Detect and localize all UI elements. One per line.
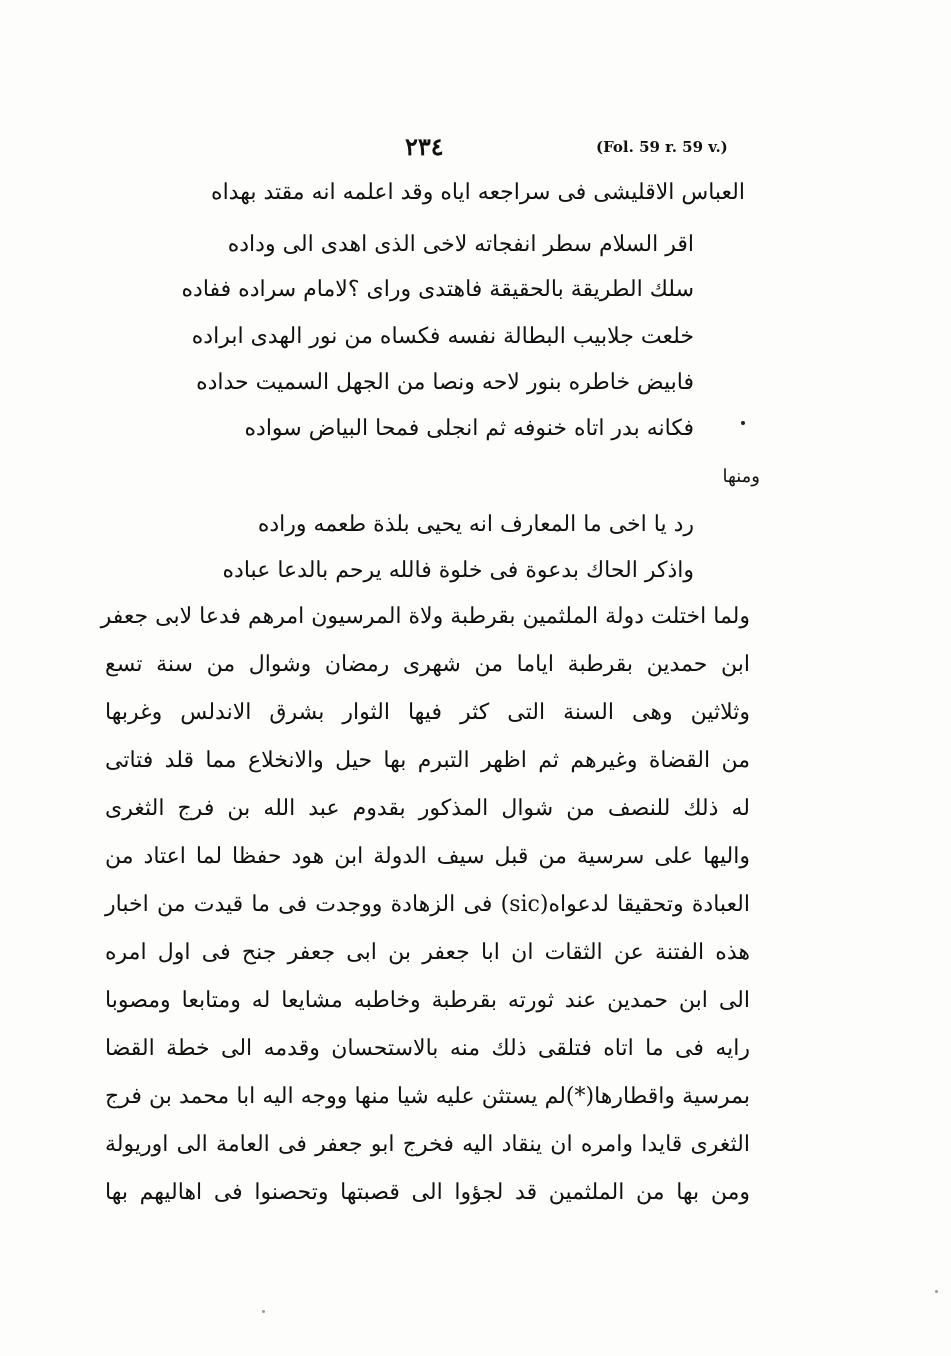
verse-line: واذكر الحاك بدعوة فى خلوة فالله يرحم بالدعا عباده xyxy=(222,558,694,583)
prose-line: ابن حمدين بقرطبة اياما من شهرى رمضان وشوال من سنة تسع xyxy=(105,652,750,677)
prose-line: هذه الفتنة عن الثقات ان ابا جعفر بن ابى جعفر جنح فى اول امره xyxy=(105,940,750,965)
prose-line: له ذلك للنصف من شوال المذكور بقدوم عبد الله بن فرج الثغرى xyxy=(105,796,750,821)
folio-reference: (Fol. 59 r. 59 v.) xyxy=(596,138,728,156)
prose-line: وثلاثين وهى السنة التى كثر فيها الثوار بشرق الاندلس وغربها xyxy=(105,700,750,725)
margin-dot xyxy=(741,421,745,425)
verse-line: فابيض خاطره بنور لاحه ونصا من الجهل السميت حداده xyxy=(196,370,694,395)
prose-line: ومن بها من الملثمين قد لجؤوا الى قصبتها وتحصنوا فى اهاليهم بها xyxy=(105,1180,750,1205)
verse-line: رد يا اخى ما المعارف انه يحيى بلذة طعمه وراده xyxy=(257,512,694,537)
page-number: ٢٣٤ xyxy=(405,132,444,161)
prose-line: بمرسية واقطارها(*)لم يستثن عليه شيا منها ووجه اليه ابا محمد بن فرج xyxy=(105,1084,750,1109)
section-marker: ومنها xyxy=(722,466,760,487)
prose-line: الى ابن حمدين عند ثورته بقرطبة وخاطبه مشايعا له ومتابعا ومصوبا xyxy=(105,988,750,1013)
verse-line: فكانه بدر اتاه خنوفه ثم انجلى فمحا البياض سواده xyxy=(244,416,694,441)
prose-line: العبادة وتحقيقا لدعواه(sic) فى الزهادة ووجدت فى ما قيدت من اخبار xyxy=(105,892,750,917)
prose-line: الثغرى قايدا وامره ان ينقاد اليه فخرج ابو جعفر فى العامة الى اوريولة xyxy=(105,1132,750,1157)
prose-line: واليها على سرسية من قبل سيف الدولة ابن هود حفظا لما اعتاد من xyxy=(105,844,750,869)
verse-line: اقر السلام سطر انفجاته لاخى الذى اهدى الى وداده xyxy=(227,232,694,257)
verse-line: خلعت جلابيب البطالة نفسه فكساه من نور الهدى ابراده xyxy=(191,324,694,349)
scan-speck xyxy=(935,1290,938,1293)
prose-line: ولما اختلت دولة الملثمين بقرطبة ولاة المرسيون امرهم فدعا لابى جعفر xyxy=(100,604,750,629)
prose-line: من القضاة وغيرهم ثم اظهر التبرم بها حيل والانخلاع مما قلد فتاتى xyxy=(105,748,750,773)
prose-line: رايه فى ما اتاه فتلقى ذلك منه بالاستحسان وقدمه الى خطة القضا xyxy=(105,1036,750,1061)
scan-speck xyxy=(262,1310,265,1313)
verse-line: سلك الطريقة بالحقيقة فاهتدى ورای ؟لامام سراده ففاده xyxy=(181,277,694,302)
intro-line: العباس الاقليشى فى سراجعه اياه وقد اعلمه انه مقتد بهداه xyxy=(211,180,745,205)
